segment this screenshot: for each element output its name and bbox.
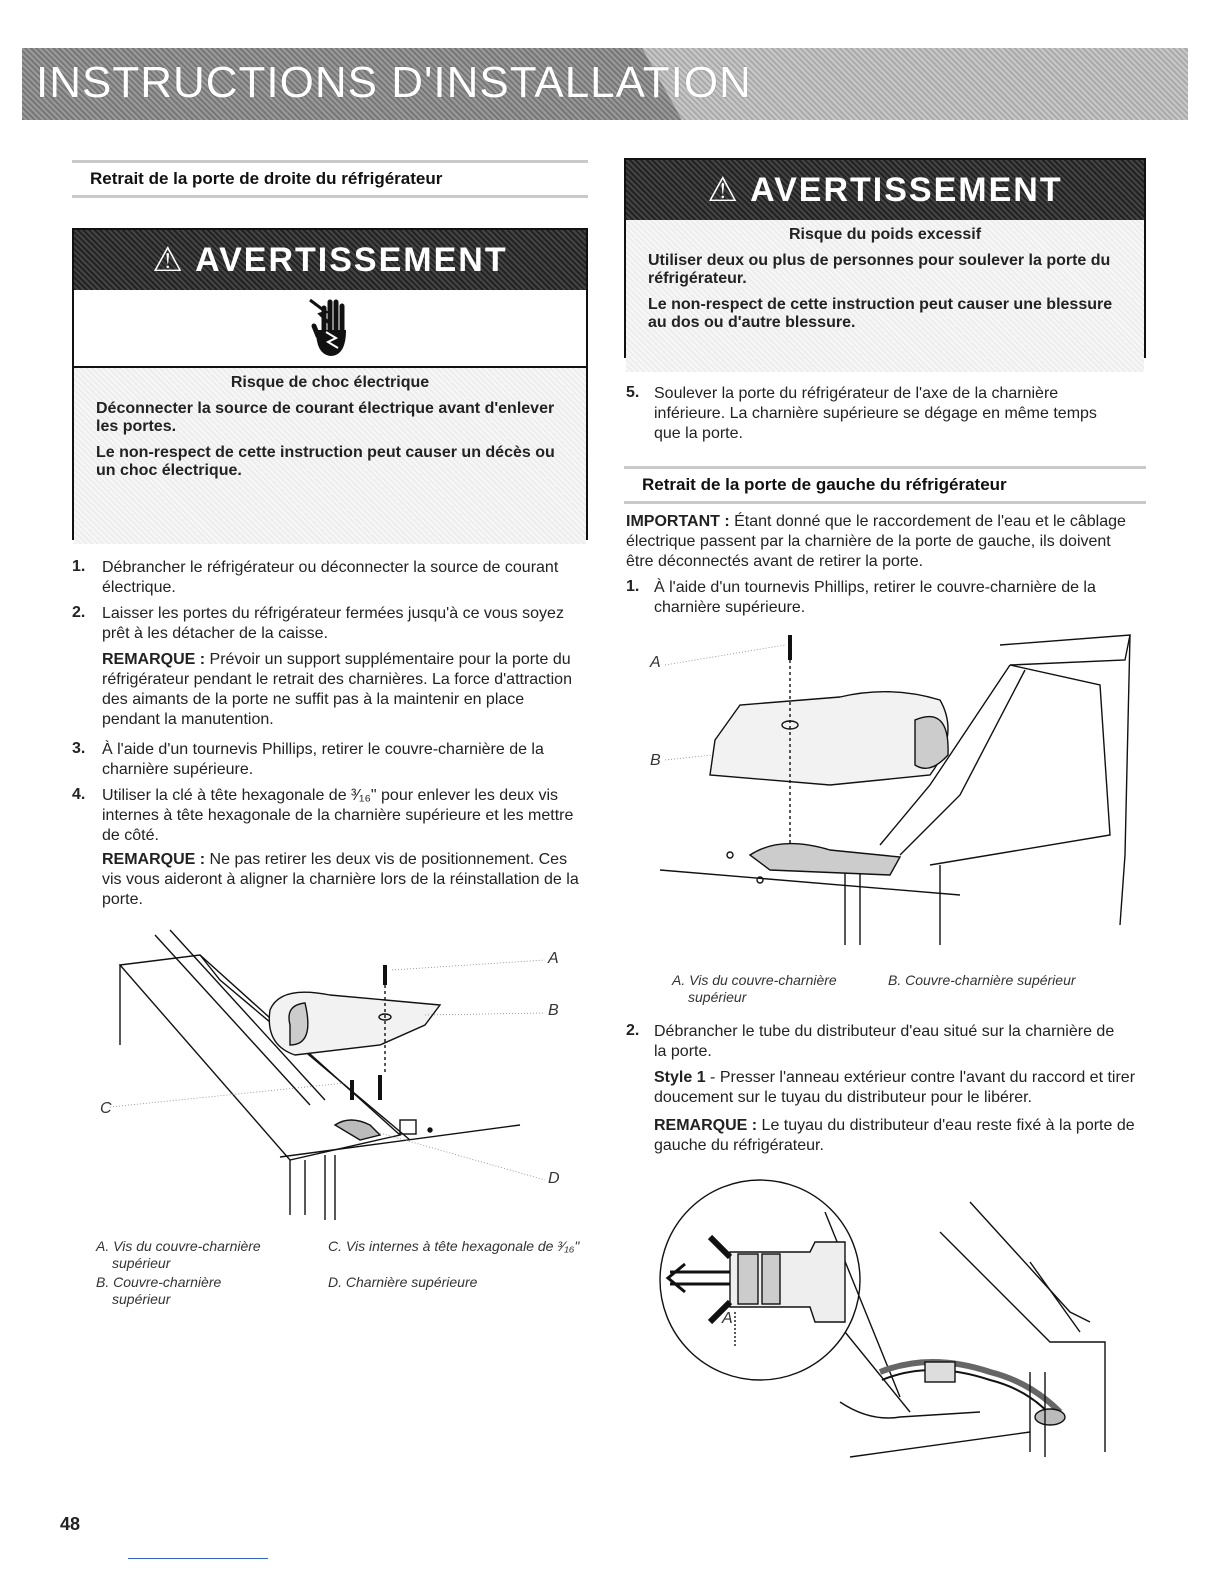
warning-line-1: Utiliser deux ou plus de personnes pour soulever la porte du réfrigérateur. (648, 252, 1111, 287)
diagram-label-d: D (548, 1170, 560, 1187)
caption-b: B. Couvre-charnière supérieur (96, 1274, 222, 1307)
note-support: REMARQUE : Prévoir un support supplémentaire pour la porte du réfrigérateur pendant le retrait des charnières. La force d'attraction des aimants de la porte ne suffit pas à la maintenir en place pendant la manutention. (102, 651, 572, 728)
note-positioning-screws: REMARQUE : Ne pas retirer les deux vis de positionnement. Ces vis vous aideront à aligner la charnière lors de la réinstallation de la porte. (102, 851, 579, 908)
step-2-text: Laisser les portes du réfrigérateur fermées jusqu'à ce vous soyez prêt à les détacher de la caisse. (102, 605, 564, 642)
right-step-2-text: Débrancher le tube du distributeur d'eau situé sur la charnière de la porte. (654, 1023, 1115, 1060)
diagram-label-a: A (722, 1310, 733, 1327)
caption-a: A. Vis du couvre-charnière supérieur (96, 1238, 261, 1271)
warning-box-weight (624, 158, 1146, 358)
warning-heading: ⚠ AVERTISSEMENT (626, 160, 1144, 220)
hinge-cover-diagram-left (80, 925, 580, 1225)
diagram-label-a: A (548, 950, 559, 967)
caption-a: A. Vis du couvre-charnière supérieur (672, 972, 837, 1005)
hinge-cover-diagram-right (630, 625, 1150, 955)
water-tube-connector-diagram (650, 1172, 1120, 1462)
diagram-label-b: B (548, 1002, 559, 1019)
page-title: INSTRUCTIONS D'INSTALLATION (36, 58, 752, 107)
important-note: IMPORTANT : Étant donné que le raccordement de l'eau et le câblage électrique passent par la charnière de la porte de gauche, ils doivent être déconnectés avant de retirer la porte. (626, 513, 1126, 570)
warning-hazard: Risque du poids excessif (788, 226, 982, 243)
diagram-label-a: A (650, 654, 661, 671)
step-number: 5. (626, 384, 640, 401)
warning-box-electric (72, 228, 588, 540)
step-4-text: Utiliser la clé à tête hexagonale de ³⁄₁₆" pour enlever les deux vis internes à tête hexagonale de la charnière supérieure et les mettre de côté. (102, 787, 574, 844)
step-5-text: Soulever la porte du réfrigérateur de l'axe de la charnière inférieure. La charnière supérieure se dégage en même temps que la porte. (654, 385, 1097, 442)
warning-line-1: Déconnecter la source de courant électrique avant d'enlever les portes. (96, 400, 555, 435)
warning-triangle-icon: ⚠ (152, 241, 185, 279)
diagram-label-c: C (100, 1100, 112, 1117)
warning-line-2: Le non-respect de cette instruction peut causer un décès ou un choc électrique. (96, 444, 555, 479)
step-number: 1. (72, 558, 86, 575)
caption-c: C. Vis internes à tête hexagonale de ³⁄₁₆" (328, 1238, 580, 1254)
footer-rule (128, 1558, 268, 1559)
step-1-text: Débrancher le réfrigérateur ou déconnecter la source de courant électrique. (102, 559, 559, 596)
step-3-text: À l'aide d'un tournevis Phillips, retirer le couvre-charnière de la charnière supérieure. (102, 741, 544, 778)
note-water-tube: REMARQUE : Le tuyau du distributeur d'eau reste fixé à la porte de gauche du réfrigérateur. (654, 1117, 1135, 1154)
electric-shock-hand-icon (74, 290, 586, 366)
step-number: 4. (72, 786, 86, 803)
style-1-instruction: Style 1 - Presser l'anneau extérieur contre l'avant du raccord et tirer doucement sur le tuyau du distributeur pour le libérer. (654, 1069, 1136, 1106)
step-number: 3. (72, 740, 86, 757)
page-number: 48 (60, 1514, 81, 1534)
shock-hazard-graphic (74, 290, 586, 368)
caption-b: B. Couvre-charnière supérieur (888, 972, 1076, 988)
diagram-label-b: B (650, 752, 661, 769)
right-step-1-text: À l'aide d'un tournevis Phillips, retirer le couvre-charnière de la charnière supérieure. (654, 579, 1096, 616)
step-number: 1. (626, 578, 640, 595)
section-title-left-door: Retrait de la porte de gauche du réfrigérateur (624, 466, 1146, 504)
warning-line-2: Le non-respect de cette instruction peut causer une blessure au dos ou d'autre blessure. (648, 296, 1113, 331)
section-title-right-door: Retrait de la porte de droite du réfrigérateur (72, 160, 588, 198)
step-number: 2. (72, 604, 86, 621)
header-banner (22, 48, 1188, 120)
warning-hazard: Risque de choc électrique (230, 374, 430, 391)
warning-heading: ⚠ AVERTISSEMENT (74, 230, 586, 290)
warning-triangle-icon: ⚠ (707, 171, 740, 209)
caption-d: D. Charnière supérieure (328, 1274, 478, 1290)
step-number: 2. (626, 1022, 640, 1039)
